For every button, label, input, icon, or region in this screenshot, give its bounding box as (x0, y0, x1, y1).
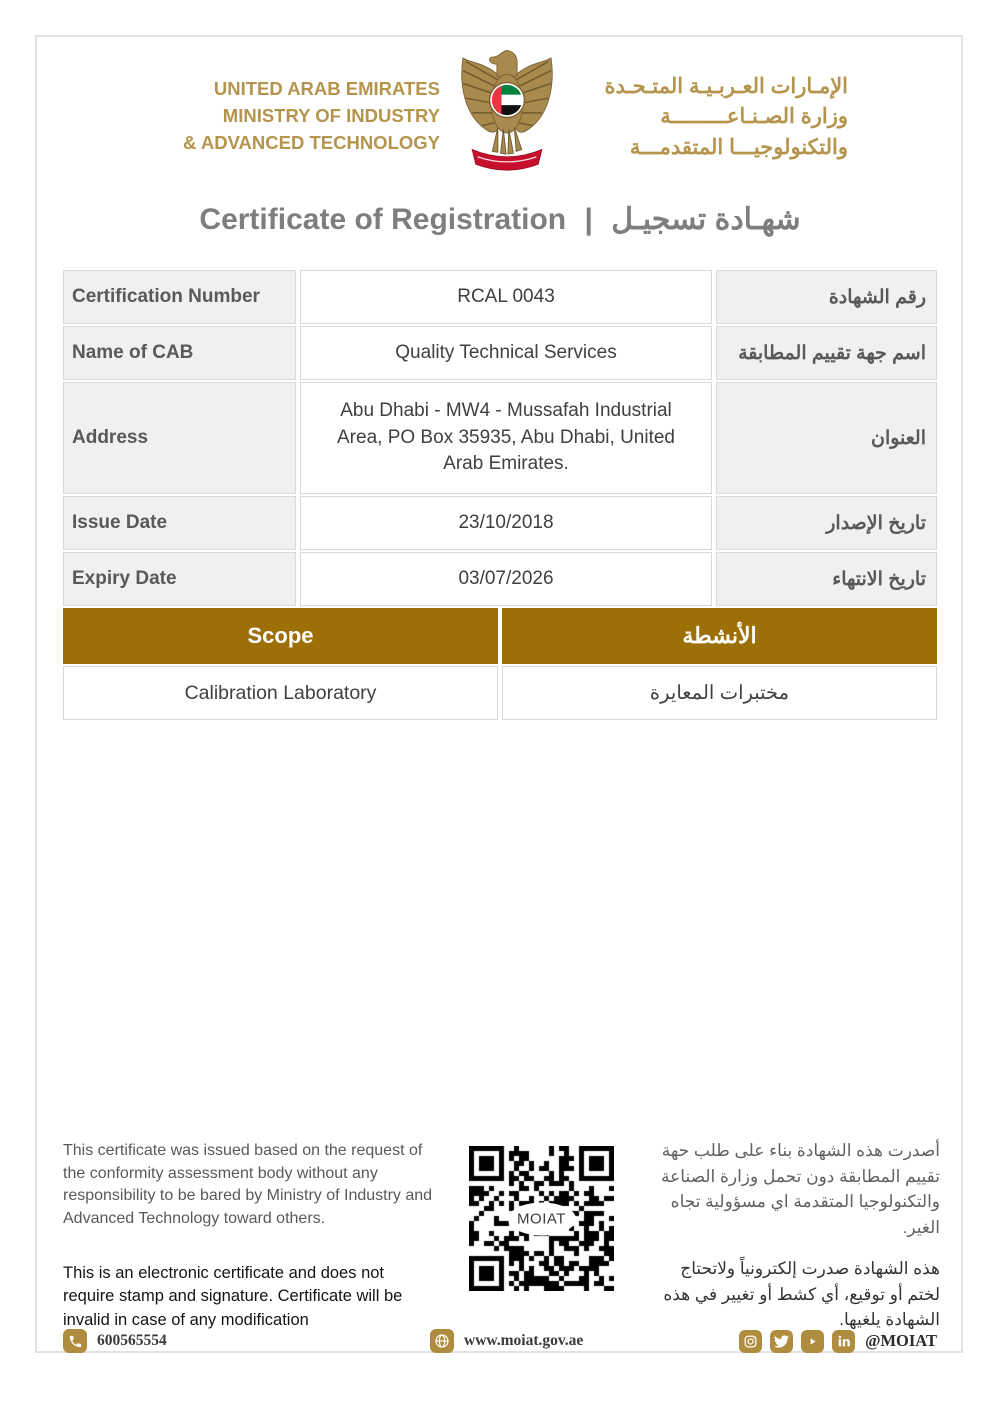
certification-number-label-ar: رقم الشهادة (716, 270, 937, 324)
issue-date-label-ar: تاريخ الإصدار (716, 496, 937, 550)
youtube-icon[interactable] (801, 1330, 824, 1353)
issue-date-label: Issue Date (63, 496, 296, 550)
cab-name-value: Quality Technical Services (300, 326, 712, 380)
phone-icon (63, 1329, 87, 1353)
phone-contact (63, 1328, 167, 1354)
scope-header-en: Scope (63, 608, 498, 664)
social-links (739, 1328, 937, 1354)
issue-date-value: 23/10/2018 (300, 496, 712, 550)
scope-value-ar: مختبرات المعايرة (502, 666, 937, 720)
electronic-note-english: This is an electronic certificate and does not require stamp and signature. Certificate will be invalid in case of any modification (63, 1264, 403, 1329)
ministry-ar-line3: والتكنولوجيـــا المتقدمـــة (629, 135, 848, 159)
ministry-ar-line2: وزارة الصـنـاعـــــــــة (660, 105, 848, 129)
address-label-ar: العنوان (716, 382, 937, 494)
ministry-en-line3: & ADVANCED TECHNOLOGY (183, 131, 440, 153)
ministry-en-line1: UNITED ARAB EMIRATES (213, 78, 440, 99)
certificate-title-ar: شهـادة تسجيـل (611, 203, 801, 236)
scope-table (63, 608, 937, 720)
certificate-title-en: Certificate of Registration (199, 203, 567, 236)
ministry-name-english (180, 76, 440, 156)
disclaimer-arabic: أصدرت هذه الشهادة بناء على طلب حهة تقييم المطابقة دون تحمل وزارة الصناعة والتكنولوجيا المتقدمة اي مسؤولية تجاه الغير. (661, 1141, 940, 1237)
certification-number-value: RCAL 0043 (300, 270, 712, 324)
qr-center-label: MOIAT (508, 1202, 576, 1235)
certificate-title (0, 202, 1000, 237)
certificate-info-table (63, 270, 937, 606)
certificate-title-separator: | (584, 203, 593, 236)
instagram-icon[interactable] (739, 1330, 762, 1353)
cab-name-label: Name of CAB (63, 326, 296, 380)
website-url: www.moiat.gov.ae (464, 1332, 584, 1349)
certification-number-label: Certification Number (63, 270, 296, 324)
globe-icon (430, 1329, 454, 1353)
disclaimer-english: This certificate was issued based on the request of the conformity assessment body without any responsibility to be bared by Ministry of Industry and Advanced Technology toward others. (63, 1142, 433, 1228)
scope-header-ar: الأنشطة (502, 608, 937, 664)
social-handle: @MOIAT (865, 1331, 937, 1350)
uae-falcon-emblem-icon (452, 46, 562, 176)
expiry-date-value: 03/07/2026 (300, 552, 712, 606)
qr-code (469, 1146, 614, 1291)
address-label: Address (63, 382, 296, 494)
ministry-en-line2: MINISTRY OF INDUSTRY (222, 104, 440, 126)
linkedin-icon[interactable] (832, 1330, 855, 1353)
phone-number: 600565554 (97, 1332, 167, 1349)
cab-name-label-ar: اسم جهة تقييم المطابقة (716, 326, 937, 380)
electronic-note-arabic: هذه الشهادة صدرت إلكترونياً ولاتحتاج لختم أو توقيع، أي كشط أو تغيير في هذه الشهادة يلغيها. (663, 1259, 940, 1329)
expiry-date-label-ar: تاريخ الانتهاء (716, 552, 937, 606)
ministry-name-arabic (556, 72, 848, 163)
ministry-ar-line1: الإمـارات العـربـيـة المتـحـدة (604, 75, 848, 98)
twitter-icon[interactable] (770, 1330, 793, 1353)
website-contact (430, 1328, 583, 1354)
expiry-date-label: Expiry Date (63, 552, 296, 606)
scope-value-en: Calibration Laboratory (63, 666, 498, 720)
address-value: Abu Dhabi - MW4 - Mussafah Industrial Area, PO Box 35935, Abu Dhabi, United Arab Emirates. (300, 382, 712, 494)
